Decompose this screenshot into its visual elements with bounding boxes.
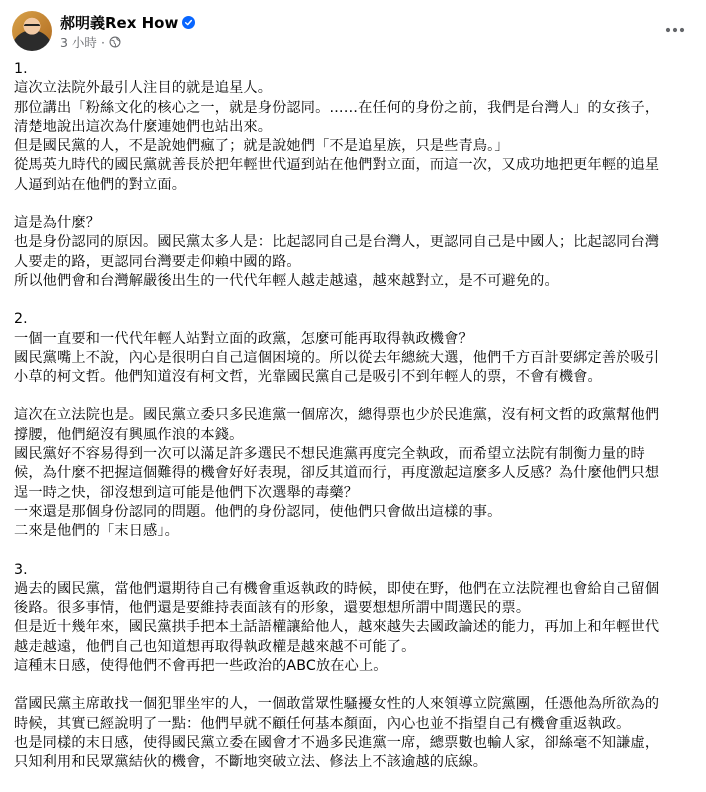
post-text-line: 也是身份認同的原因。國民黨太多人是：比起認同自己是台灣人，更認同自己是中國人；比起認同台灣 [14,234,660,251]
post-text-line: 但是近十幾年來，國民黨拱手把本土話語權讓給他人，越來越失去國政論述的能力，再加上和年輕世代 [14,619,660,636]
post-text-line: 逞一時之快，卻沒想到這可能是他們下次選舉的毒藥？ [14,484,359,501]
post-text-line: 一來還是那個身份認同的問題。他們的身份認同，使他們只會做出這樣的事。 [14,503,502,520]
post-body [14,60,694,792]
post-text-line: 清楚地說出這次為什麼連她們也站出來。 [14,118,273,135]
post-text-line: 候，為什麼不把握這個難得的機會好好表現，卻反其道而行，再度激起這麼多人反感？為什麼他們只想 [14,465,660,482]
globe-icon[interactable] [109,36,121,48]
post-text-line: 國民黨好不容易得到一次可以滿足許多選民不想民進黨再度完全執政，而希望立法院有制衡力量的時 [14,446,645,463]
post-text-line: 那位講出「粉絲文化的核心之一，就是身份認同。……在任何的身份之前，我們是台灣人」的女孩子， [14,99,660,116]
post-text-line: 2. [14,311,28,328]
post-text-line: 所以他們會和台灣解嚴後出生的一代代年輕人越走越遠，越來越對立，是不可避免的。 [14,272,559,289]
post-text-line: 小草的柯文哲。他們知道沒有柯文哲，光靠國民黨自己是吸引不到年輕人的票，不會有機會。 [14,369,602,386]
post-timestamp[interactable]: 3 小時 [60,35,97,50]
post-text-line: 只知利用和民眾黨結伙的機會，不斷地突破立法、修法上不該逾越的底線。 [14,754,488,771]
author-avatar[interactable] [12,11,52,51]
post-text-line: 這種末日感，使得他們不會再把一些政治的ABC放在心上。 [14,658,388,675]
post-text-line: 從馬英九時代的國民黨就善長於把年輕世代逼到站在他們對立面，而這一次，又成功地把更年輕的追星 [14,157,660,174]
post-text-line: 這次在立法院也是。國民黨立委只多民進黨一個席次，總得票也少於民進黨，沒有柯文哲的政黨幫他們 [14,407,660,424]
verified-badge-icon [182,16,195,29]
more-options-icon [665,27,685,33]
post-text-line: 3. [14,561,28,578]
post-text-line: 過去的國民黨，當他們還期待自己有機會重返執政的時候，即使在野，他們在立法院裡也會給自己留個 [14,580,660,597]
post-paragraph [14,310,694,387]
meta-separator: · [100,34,105,50]
post-text-line: 二來是他們的「末日感」。 [14,523,179,540]
post-text-line: 這是為什麼？ [14,215,101,232]
post-text-line: 人要走的路，更認同台灣要走仰賴中國的路。 [14,253,301,270]
post-paragraph [14,60,694,195]
author-name[interactable]: 郝明義Rex How [60,13,179,32]
avatar-glasses [24,24,40,28]
post-paragraph [14,214,694,291]
post-header [12,11,694,55]
post-text-line: 時候，其實已經說明了一點：他們早就不顧任何基本顏面，內心也並不指望自己有機會重返執政。 [14,715,631,732]
post-text-line: 撐腰，他們絕沒有興風作浪的本錢。 [14,426,244,443]
post-meta [60,34,121,50]
post-text-line: 這次立法院外最引人注目的就是追星人。 [14,80,273,97]
post-text-line: 一個一直要和一代代年輕人站對立面的政黨，怎麼可能再取得執政機會？ [14,330,473,347]
post-text-line: 但是國民黨的人，不是說她們瘋了；就是說她們「不是追星族，只是些青鳥。」 [14,138,509,155]
post-text-line: 1. [14,61,28,77]
post-text-line: 後路。很多事情，他們還是要維持表面該有的形象，還要想想所謂中間選民的票。 [14,600,531,617]
post-paragraph [14,406,694,541]
post-text-line: 人逼到站在他們的對立面。 [14,176,187,193]
author-row [60,12,195,32]
post-text-line: 也是同樣的末日感，使得國民黨立委在國會才不過多民進黨一席，總票數也輸人家，卻絲毫不知謙虛， [14,734,660,751]
post-text-line: 越走越遠，他們自己也知道想再取得執政權是越來越不可能了。 [14,638,416,655]
post-text-line: 國民黨嘴上不說，內心是很明白自己這個困境的。所以從去年總統大選，他們千方百計要綁定善於吸引 [14,349,660,366]
post-text-line: 當國民黨主席敢找一個犯罪坐牢的人，一個敢當眾性騷擾女性的人來領導立院黨團，任憑他為所欲為的 [14,696,660,713]
post-paragraph [14,695,694,772]
more-options-button[interactable] [660,15,690,45]
post-paragraph [14,561,694,677]
